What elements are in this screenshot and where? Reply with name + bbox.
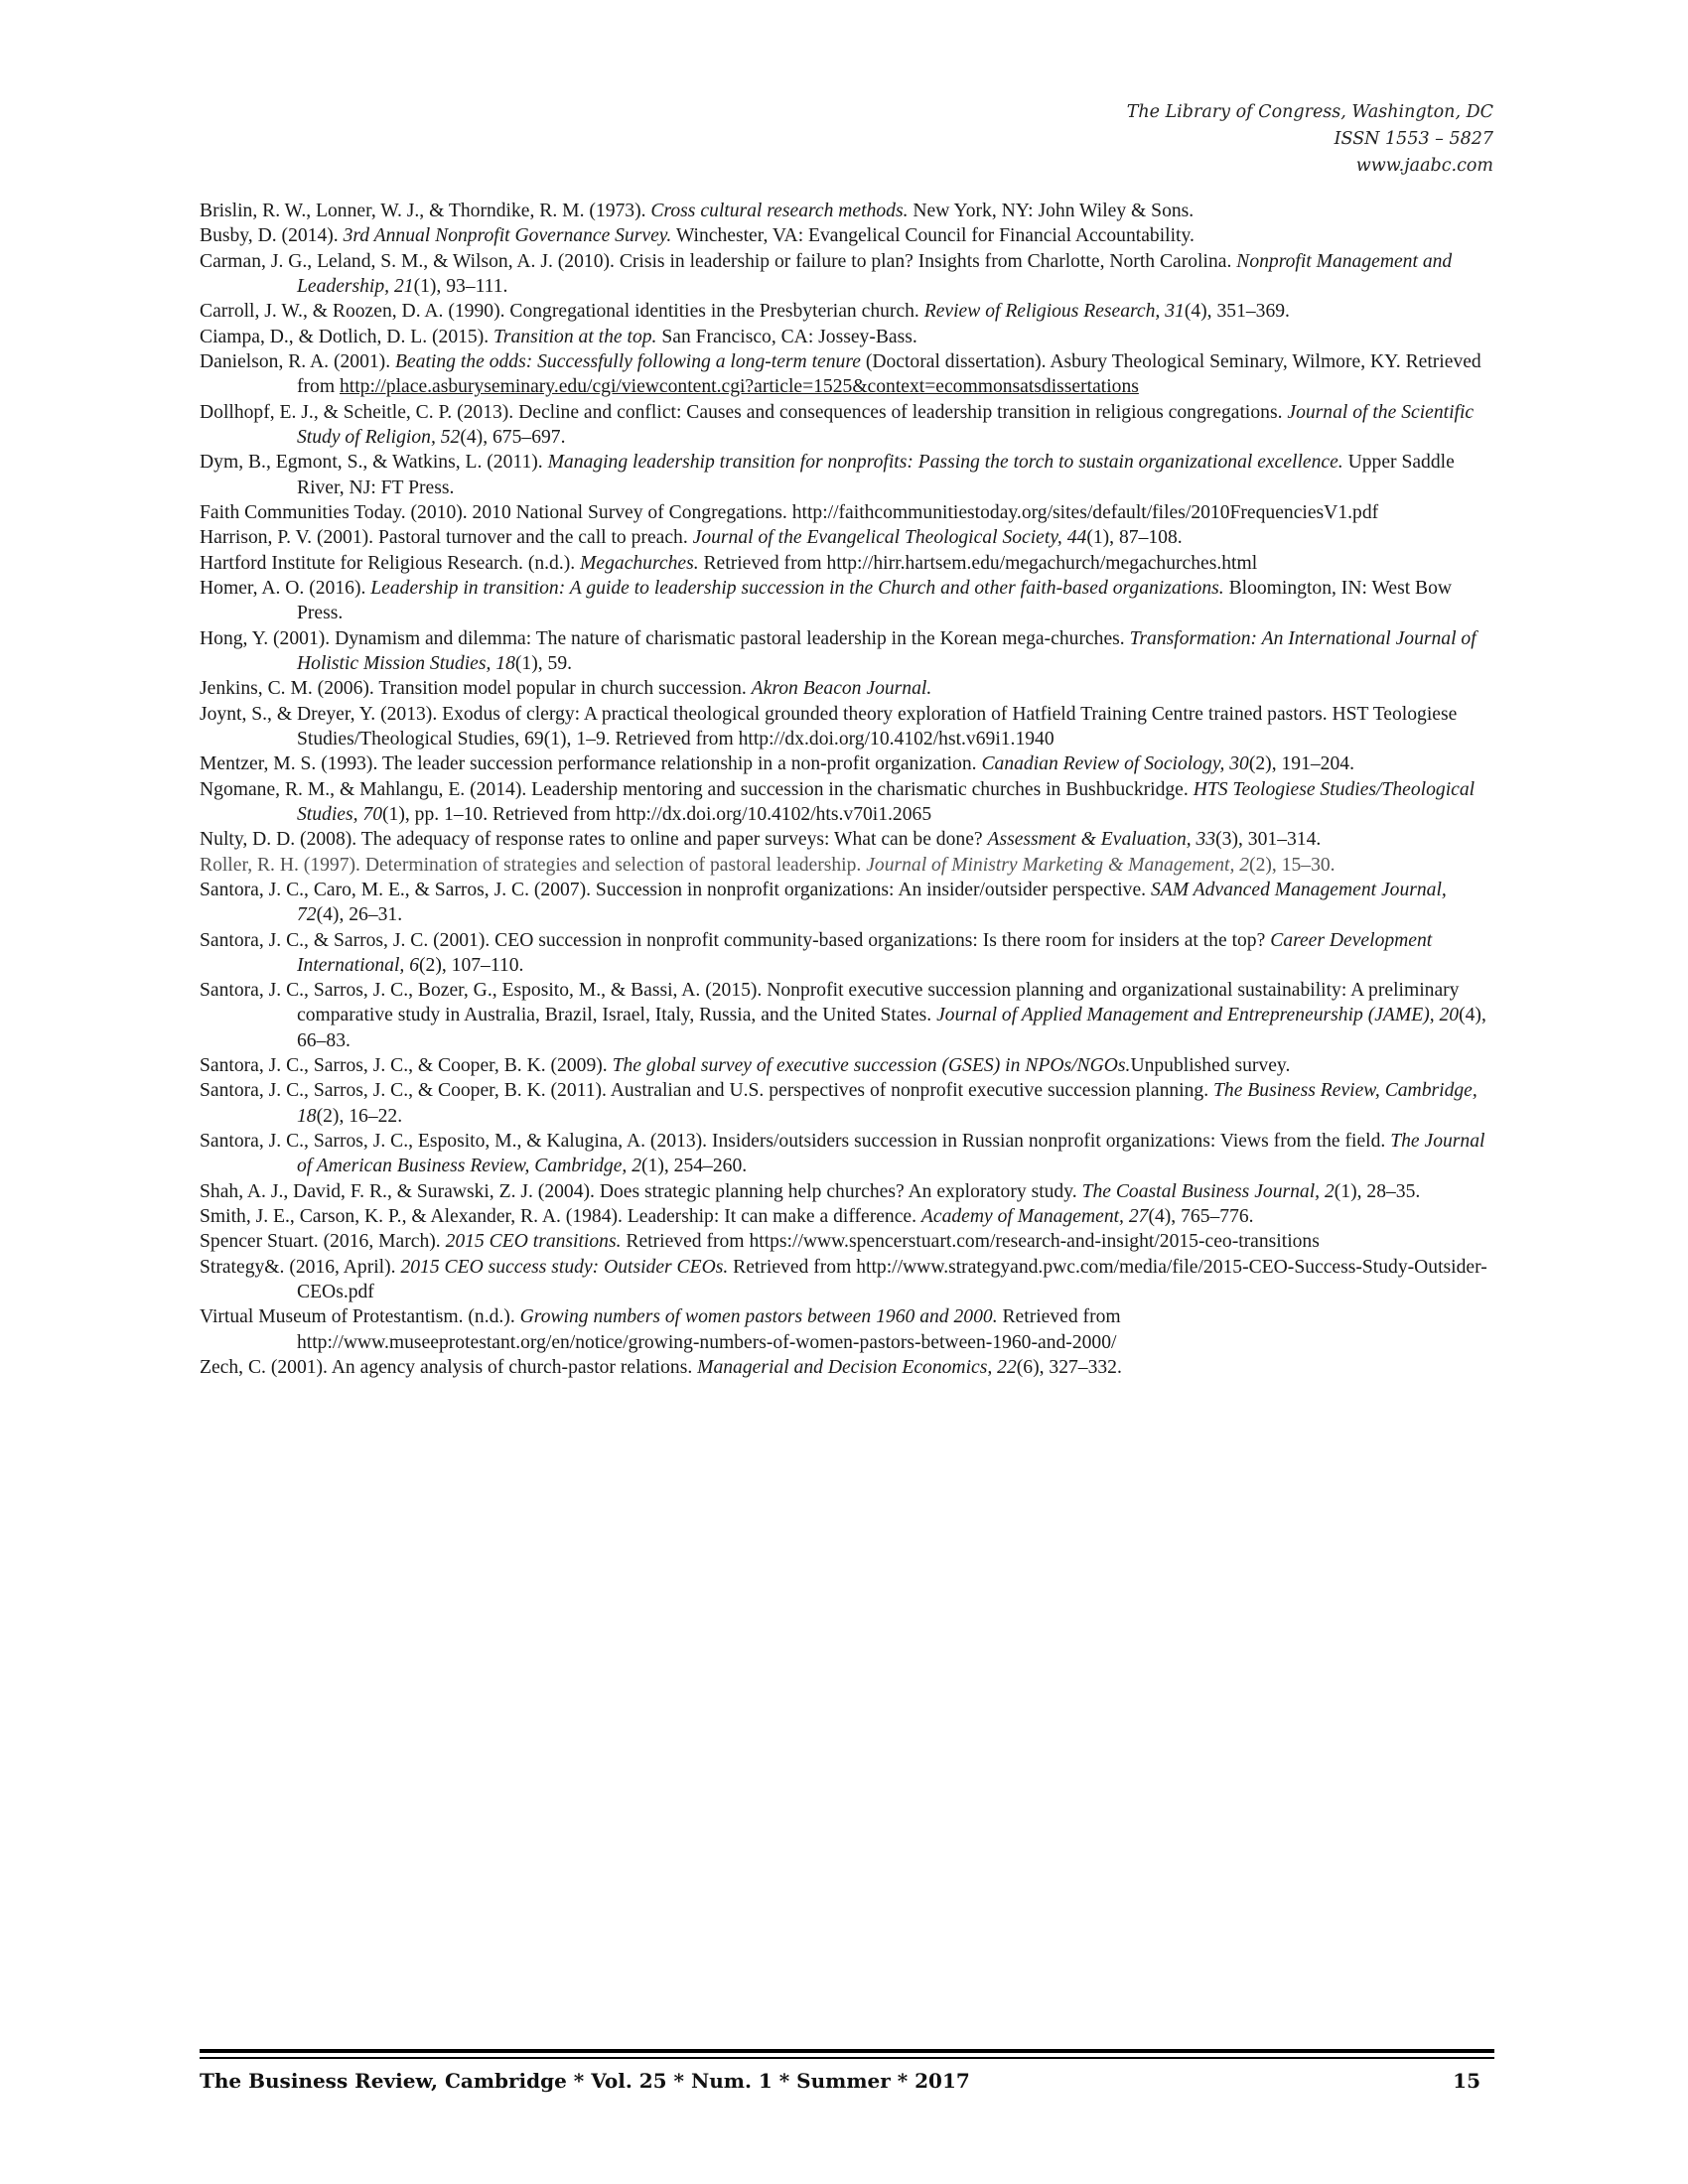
reference-text: Harrison, P. V. (2001). Pastoral turnover and the call to preach. [200,527,693,549]
reference-entry [200,525,1490,550]
reference-italic-title: Akron Beacon Journal. [751,678,932,700]
reference-text: Dym, B., Egmont, S., & Watkins, L. (2011). [200,452,548,474]
reference-text: New York, NY: John Wiley & Sons. [908,201,1195,221]
reference-list [200,199,1490,1380]
reference-text: Retrieved from https://www.spencerstuart.com/research-and-insight/2015-ceo-transitions [621,1231,1320,1253]
reference-text: (4), 675–697. [460,426,566,448]
header-library: The Library of Congress, Washington, DC [1126,102,1493,122]
reference-entry [200,500,1490,525]
reference-italic-title: The Coastal Business Journal, 2 [1081,1180,1335,1202]
reference-text: Bloomington, IN: West Bow Press. [297,578,1453,624]
reference-entry [200,1078,1490,1128]
reference-entry [200,928,1490,978]
reference-text: (1), pp. 1–10. Retrieved from http://dx.doi.org/10.4102/hts.v70i1.2065 [382,803,932,825]
page-header [1127,99,1493,180]
reference-text: Ngomane, R. M., & Mahlangu, E. (2014). Leadership mentoring and succession in the charismatic churches in Bushbuckridge. [200,778,1194,800]
reference-entry [200,1255,1490,1304]
reference-text: Santora, J. C., Sarros, J. C., Bozer, G., Esposito, M., & Bassi, A. (2015). Nonprofit executive succession planning and organizational sustainability: A preliminary comparative study in Australia, Brazil, Israel, Italy, Russia, and the United States. [200,980,1460,1026]
reference-italic-title: Career Development International, 6 [297,929,1433,976]
reference-text: Zech, C. (2001). An agency analysis of church-pastor relations. [200,1356,698,1378]
reference-text: Homer, A. O. (2016). [200,578,371,600]
reference-text: Ciampa, D., & Dotlich, D. L. (2015). [200,326,494,347]
reference-text: Spencer Stuart. (2016, March). [200,1231,446,1253]
reference-entry [200,853,1490,878]
reference-text: Joynt, S., & Dreyer, Y. (2013). Exodus of clergy: A practical theological grounded theory exploration of Hatfield Training Centre trained pastors. HST Teologiese Studies/Theological Studies, 69(1), 1–9. Retrieved from http://dx.doi.org/10.4102/hst.v69i1.1940 [200,703,1458,750]
reference-entry [200,349,1490,399]
footer-rule-thick [200,2049,1494,2053]
reference-italic-title: SAM Advanced Management Journal, 72 [297,880,1447,926]
reference-italic-title: Journal of Ministry Marketing & Management, 2 [866,854,1250,876]
reference-text: Roller, R. H. (1997). Determination of strategies and selection of pastoral leadership. [200,854,867,876]
footer-rule-thin [200,2057,1494,2059]
reference-text: (1), 59. [514,652,573,674]
reference-entry [200,702,1490,751]
reference-text: Santora, J. C., Sarros, J. C., & Cooper, B. K. (2011). Australian and U.S. perspectives of nonprofit executive succession planning. [200,1080,1214,1102]
reference-italic-title: Nonprofit Management and Leadership, 21 [297,250,1453,297]
reference-text: Danielson, R. A. (2001). [200,351,396,373]
footer-journal-info: The Business Review, Cambridge * Vol. 25 * Num. 1 * Summer * 2017 [200,2069,970,2093]
reference-entry [200,551,1490,576]
reference-italic-title: Journal of Applied Management and Entrepreneurship (JAME), 20 [936,1005,1460,1026]
reference-text: Santora, J. C., & Sarros, J. C. (2001). CEO succession in nonprofit community-based organizations: Is there room for insiders at the top? [200,929,1271,951]
reference-italic-title: Canadian Review of Sociology, 30 [981,753,1249,775]
reference-entry [200,223,1490,248]
reference-italic-title: Academy of Management, 27 [920,1206,1149,1227]
reference-italic-title: 2015 CEO success study: Outsider CEOs. [400,1256,729,1278]
reference-entry [200,978,1490,1053]
reference-text: Retrieved from http://www.strategyand.pwc.com/media/file/2015-CEO-Success-Study-Outsider-CEOs.pdf [297,1256,1487,1302]
reference-text: Santora, J. C., Sarros, J. C., Esposito, M., & Kalugina, A. (2013). Insiders/outsiders succession in Russian nonprofit organizations: Views from the field. [200,1131,1391,1153]
reference-italic-title: 2015 CEO transitions. [445,1231,622,1253]
reference-text: Virtual Museum of Protestantism. (n.d.). [200,1306,520,1328]
reference-italic-title: Journal of the Scientific Study of Religion, 52 [297,401,1475,448]
reference-text: (4), 765–776. [1148,1206,1254,1227]
reference-text: (1), 93–111. [413,275,508,297]
reference-text: Mentzer, M. S. (1993). The leader succession performance relationship in a non-profit organization. [200,753,982,775]
page-footer [200,2063,1480,2099]
reference-italic-title: Managerial and Decision Economics, 22 [697,1356,1017,1378]
reference-italic-title: The Business Review, Cambridge, 18 [297,1080,1477,1127]
reference-text: Winchester, VA: Evangelical Council for Financial Accountability. [671,225,1195,247]
reference-entry [200,1229,1490,1254]
page-number: 15 [1453,2069,1480,2093]
reference-entry [200,1129,1490,1178]
reference-text: (Doctoral dissertation). Asbury Theological Seminary, Wilmore, KY. Retrieved from [297,351,1481,398]
reference-italic-title: Managing leadership transition for nonprofits: Passing the torch to sustain organizational excellence. [547,452,1343,474]
reference-entry [200,777,1490,827]
reference-italic-title: Beating the odds: Successfully following a long-term tenure [395,351,861,373]
reference-text: (1), 87–108. [1086,527,1183,549]
reference-text: Dollhopf, E. J., & Scheitle, C. P. (2013). Decline and conflict: Causes and consequences of leadership transition in religious congregations. [200,401,1288,423]
reference-italic-title: Cross cultural research methods. [650,201,909,221]
reference-entry [200,1053,1490,1078]
reference-entry [200,576,1490,625]
reference-text: Upper Saddle River, NJ: FT Press. [297,452,1455,498]
reference-text: (2), 15–30. [1249,854,1336,876]
reference-italic-title: 3rd Annual Nonprofit Governance Survey. [343,225,672,247]
reference-entry [200,249,1490,299]
reference-entry [200,1204,1490,1229]
reference-text: Smith, J. E., Carson, K. P., & Alexander, R. A. (1984). Leadership: It can make a difference. [200,1206,921,1227]
reference-entry [200,878,1490,927]
reference-entry [200,1179,1490,1204]
reference-text: Strategy&. (2016, April). [200,1256,401,1278]
reference-entry [200,325,1490,349]
reference-entry [200,299,1490,324]
reference-text: (2), 107–110. [419,954,524,976]
reference-italic-title: HTS Teologiese Studies/Theological Studies, 70 [297,778,1476,825]
reference-text: Shah, A. J., David, F. R., & Surawski, Z. J. (2004). Does strategic planning help churches? An exploratory study. [200,1180,1082,1202]
reference-italic-title: Growing numbers of women pastors between 1960 and 2000. [519,1306,998,1328]
reference-italic-title: Assessment & Evaluation, 33 [987,829,1216,851]
reference-entry [200,450,1490,499]
reference-text: Busby, D. (2014). [200,225,344,247]
reference-text: (6), 327–332. [1016,1356,1122,1378]
reference-italic-title: Megachurches. [580,552,699,574]
reference-text: Hong, Y. (2001). Dynamism and dilemma: The nature of charismatic pastoral leadership in the Korean mega-churches. [200,627,1130,649]
reference-entry [200,1355,1490,1380]
reference-text: Jenkins, C. M. (2006). Transition model popular in church succession. [200,678,752,700]
reference-text: Retrieved from http://hirr.hartsem.edu/megachurch/megachurches.html [698,552,1258,574]
reference-text: (4), 66–83. [297,1005,1486,1051]
reference-text: Faith Communities Today. (2010). 2010 National Survey of Congregations. http://faithcommunitiestoday.org/sites/default/files/2010FrequenciesV1.pdf [200,501,1379,523]
reference-text: (1), 254–260. [641,1156,748,1177]
header-issn: ISSN 1553 – 5827 [1334,129,1493,149]
reference-text: Brislin, R. W., Lonner, W. J., & Thorndike, R. M. (1973). [200,201,651,221]
reference-italic-title: Leadership in transition: A guide to leadership succession in the Church and other faith-based organizations. [370,578,1224,600]
reference-italic-title: Transition at the top. [493,326,657,347]
reference-text: Hartford Institute for Religious Research. (n.d.). [200,552,581,574]
reference-entry [200,400,1490,450]
reference-entry [200,827,1490,852]
reference-text: San Francisco, CA: Jossey-Bass. [656,326,917,347]
reference-text: Carman, J. G., Leland, S. M., & Wilson, A. J. (2010). Crisis in leadership or failure to plan? Insights from Charlotte, North Carolina. [200,250,1237,272]
reference-text: (4), 26–31. [316,904,403,926]
reference-text: Carroll, J. W., & Roozen, D. A. (1990). Congregational identities in the Presbyterian church. [200,301,924,323]
reference-text: (2), 191–204. [1248,753,1354,775]
reference-italic-title: Review of Religious Research, 31 [923,301,1185,323]
reference-text: (1), 28–35. [1334,1180,1421,1202]
reference-entry [200,626,1490,676]
reference-text: Santora, J. C., Caro, M. E., & Sarros, J. C. (2007). Succession in nonprofit organizations: An insider/outsider perspective. [200,880,1151,901]
reference-entry [200,199,1490,223]
reference-text: Retrieved from http://www.museeprotestant.org/en/notice/growing-numbers-of-women-pastors-between-1960-and-2000/ [297,1306,1121,1353]
reference-text: Santora, J. C., Sarros, J. C., & Cooper, B. K. (2009). [200,1055,613,1077]
reference-entry [200,676,1490,701]
reference-italic-title: Journal of the Evangelical Theological Society, 44 [692,527,1087,549]
reference-entry [200,751,1490,776]
reference-text: Unpublished survey. [1130,1055,1291,1077]
reference-text: (3), 301–314. [1215,829,1322,851]
reference-text: (2), 16–22. [316,1105,403,1127]
reference-italic-title: The Journal of American Business Review, Cambridge, 2 [297,1131,1485,1177]
reference-link[interactable]: http://place.asburyseminary.edu/cgi/viewcontent.cgi?article=1525&context=ecommonsatsdissertations [340,376,1139,398]
reference-text: (4), 351–369. [1184,301,1290,323]
reference-text: Nulty, D. D. (2008). The adequacy of response rates to online and paper surveys: What can be done? [200,829,988,851]
reference-entry [200,1304,1490,1354]
reference-italic-title: Transformation: An International Journal of Holistic Mission Studies, 18 [297,627,1477,674]
reference-italic-title: The global survey of executive succession (GSES) in NPOs/NGOs. [612,1055,1131,1077]
header-website: www.jaabc.com [1355,156,1493,176]
